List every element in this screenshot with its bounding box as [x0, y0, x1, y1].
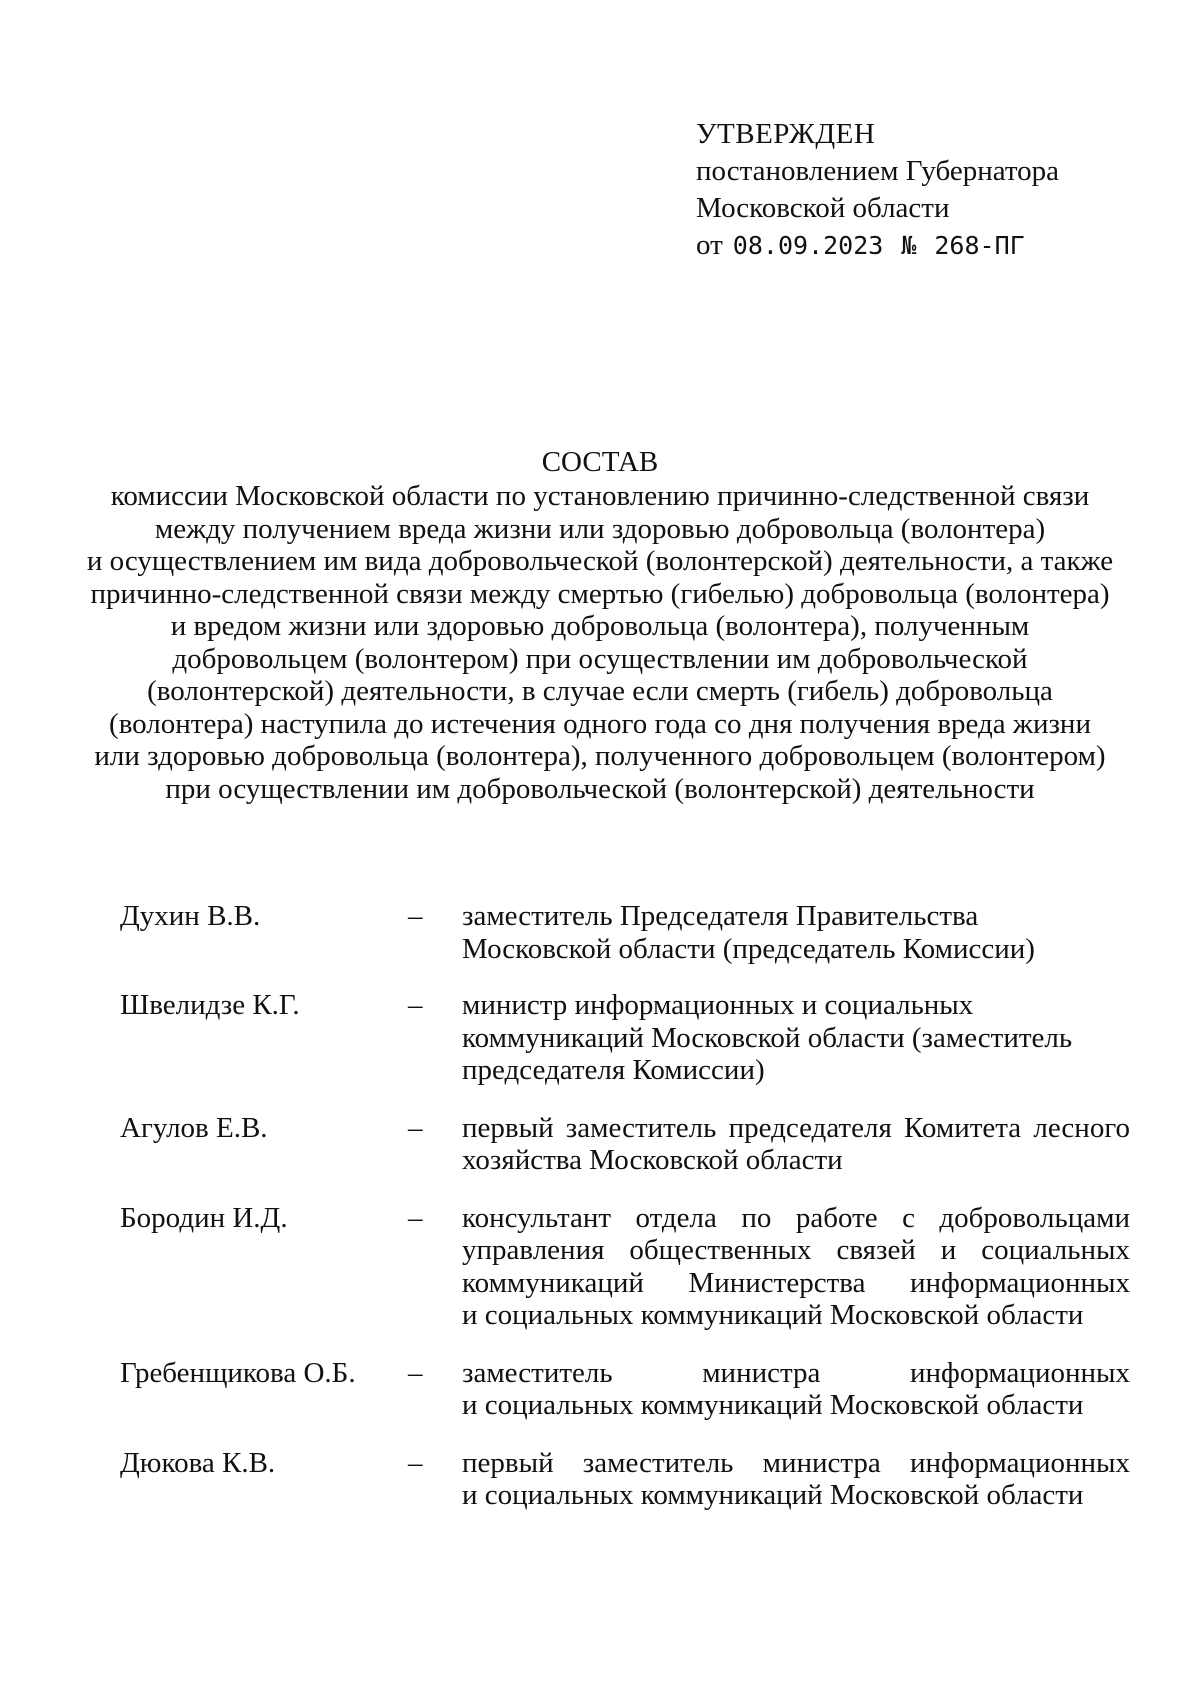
member-dash: – [408, 989, 423, 1021]
member-role-line: и социальных коммуникаций Московской области [462, 1479, 1084, 1511]
member-role-line: заместитель Председателя Правительства [462, 900, 979, 932]
member-role-line: коммуникаций Министерства информационных [462, 1266, 1130, 1299]
member-role-line: консультант отдела по работе с добровольцами [462, 1201, 1130, 1234]
subtitle-line: и осуществлением им вида добровольческой (волонтерской) деятельности, а также [86, 545, 1114, 577]
approval-date-line [696, 227, 1059, 264]
member-name: Гребенщикова О.Б. [120, 1356, 356, 1389]
member-role-line: заместитель министра информационных [462, 1356, 1130, 1389]
member-row [120, 900, 1130, 965]
subtitle-line: (волонтера) наступила до истечения одного года со дня получения вреда жизни [109, 707, 1091, 740]
member-row [120, 989, 1130, 1087]
member-dash: – [408, 1201, 423, 1234]
approval-stamp [696, 116, 1059, 264]
member-role [462, 1357, 1130, 1422]
subtitle-line: при осуществлении им добровольческой (волонтерской) деятельности [165, 772, 1035, 805]
number-sign: № [901, 231, 917, 260]
member-name: Агулов Е.В. [120, 1111, 268, 1144]
approval-date: 08.09.2023 [732, 231, 884, 260]
document-title-block [60, 444, 1140, 805]
member-name: Бородин И.Д. [120, 1201, 288, 1234]
member-name: Дюкова К.В. [120, 1446, 276, 1479]
member-role-line: и социальных коммуникаций Московской области [462, 1389, 1084, 1421]
member-dash: – [408, 1446, 423, 1479]
approval-number: 268-ПГ [934, 231, 1025, 260]
member-name: Духин В.В. [120, 900, 261, 932]
member-role-line: первый заместитель председателя Комитета лесного [462, 1111, 1130, 1144]
member-role [462, 1202, 1130, 1332]
member-role-line: министр информационных и социальных [462, 989, 974, 1021]
member-role [462, 900, 1130, 965]
member-role-line: и социальных коммуникаций Московской области [462, 1299, 1084, 1331]
member-role-line: Московской области (председатель Комиссии) [462, 932, 1035, 965]
member-dash: – [408, 900, 423, 932]
subtitle-line: и вредом жизни или здоровью добровольца (волонтера), полученным [170, 610, 1030, 642]
member-dash: – [408, 1356, 423, 1389]
approval-line-2: Московской области [696, 192, 950, 224]
document-heading: СОСТАВ [541, 446, 659, 478]
member-name: Швелидзе К.Г. [120, 989, 300, 1021]
subtitle-line: между получением вреда жизни или здоровью добровольца (волонтера) [154, 512, 1046, 545]
member-row [120, 1357, 1130, 1422]
member-role-line: коммуникаций Московской области (заместитель [462, 1021, 1073, 1054]
commission-members-list [120, 900, 1130, 1512]
approval-status: УТВЕРЖДЕН [696, 118, 876, 150]
member-row [120, 1112, 1130, 1177]
subtitle-line: комиссии Московской области по установлению причинно-следственной связи [110, 480, 1090, 512]
member-role-line: хозяйства Московской области [462, 1144, 843, 1176]
subtitle-line: причинно-следственной связи между смертью (гибелью) добровольца (волонтера) [90, 577, 1110, 610]
member-role [462, 1112, 1130, 1177]
member-role [462, 989, 1130, 1087]
approval-line-1: постановлением Губернатора [696, 155, 1060, 187]
member-role-line: председателя Комиссии) [462, 1054, 765, 1086]
member-role-line: управления общественных связей и социальных [462, 1234, 1130, 1266]
subtitle-line: (волонтерской) деятельности, в случае если смерть (гибель) добровольца [147, 675, 1053, 707]
member-row [120, 1202, 1130, 1332]
member-row [120, 1447, 1130, 1512]
member-role-line: первый заместитель министра информационных [462, 1446, 1130, 1479]
subtitle-line: добровольцем (волонтером) при осуществлении им добровольческой [172, 642, 1028, 675]
subtitle-line: или здоровью добровольца (волонтера), полученного добровольцем (волонтером) [94, 740, 1106, 772]
member-role [462, 1447, 1130, 1512]
date-prefix: от [696, 229, 723, 261]
member-dash: – [408, 1111, 423, 1144]
